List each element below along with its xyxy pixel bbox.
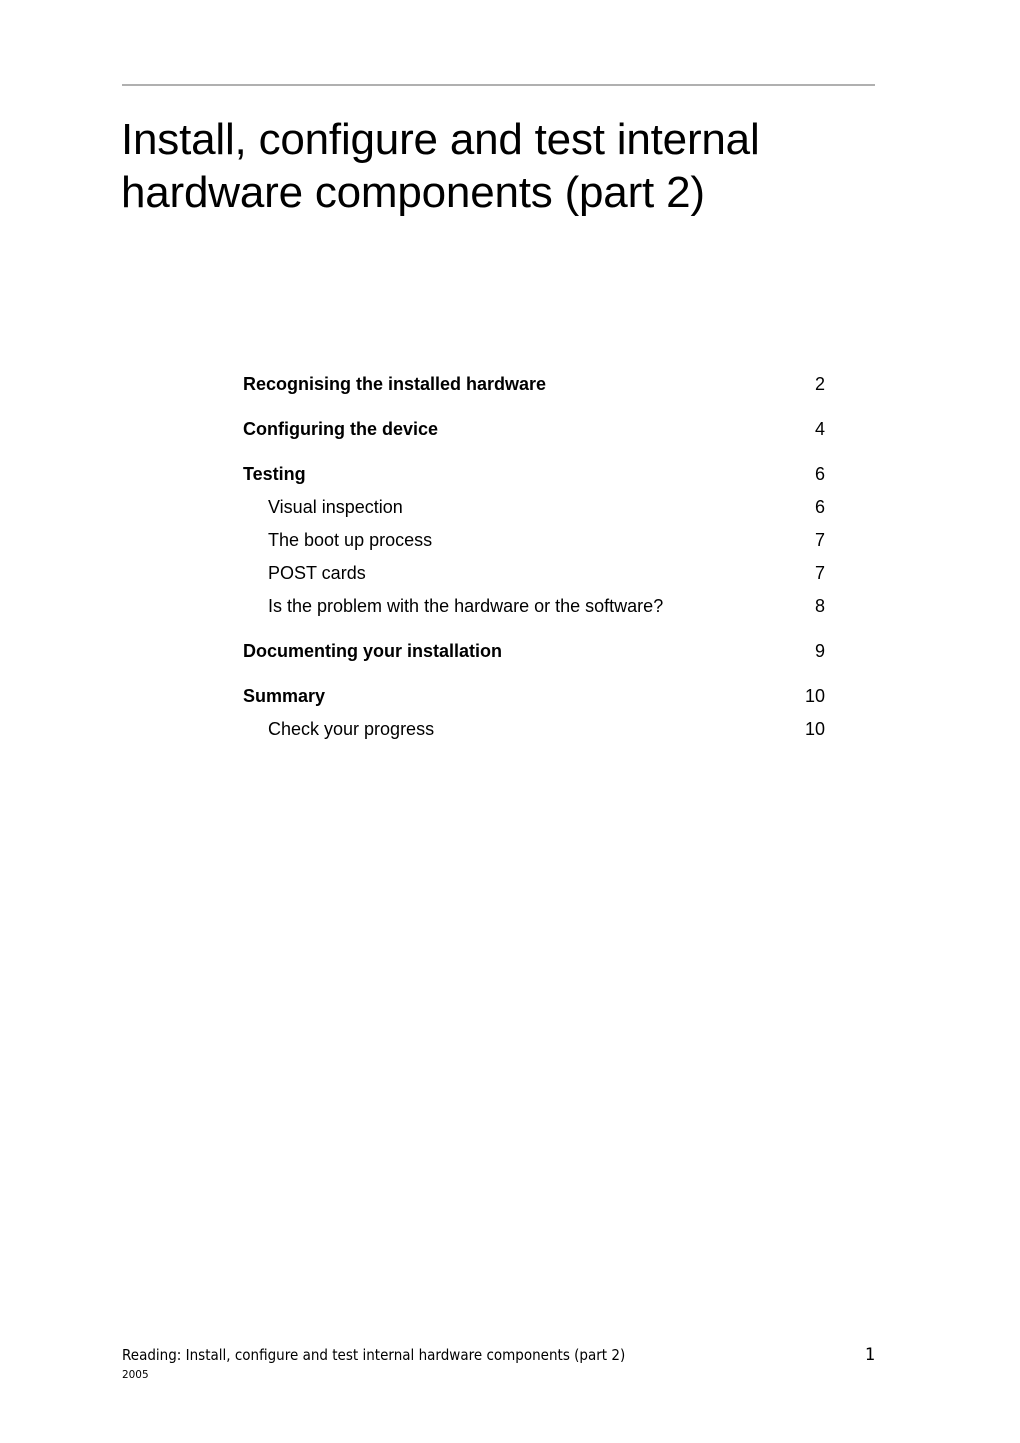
toc-entry-the-boot-up-process[interactable] <box>243 524 825 557</box>
toc-entry-page-number: 10 <box>804 719 825 739</box>
toc-entry-page-number: 6 <box>814 464 825 484</box>
toc-entry-page-number: 8 <box>814 596 825 616</box>
toc-entry-is-the-problem-hardware-or-software[interactable] <box>243 590 825 623</box>
table-of-contents <box>243 368 825 746</box>
footer-page-number: 1 <box>864 1345 875 1365</box>
toc-entry-recognising-the-installed-hardware[interactable] <box>243 368 825 401</box>
toc-entry-label: Is the problem with the hardware or the software? <box>268 596 664 616</box>
toc-entry-summary[interactable] <box>243 680 825 713</box>
toc-entry-label: Visual inspection <box>268 497 403 517</box>
toc-entry-documenting-your-installation[interactable] <box>243 635 825 668</box>
toc-entry-label: Summary <box>243 686 326 706</box>
toc-entry-label: Testing <box>243 464 306 484</box>
toc-entry-page-number: 2 <box>814 374 825 394</box>
header-rule <box>122 84 875 86</box>
toc-entry-label: POST cards <box>268 563 366 583</box>
toc-entry-page-number: 7 <box>814 530 825 550</box>
toc-entry-page-number: 6 <box>814 497 825 517</box>
toc-entry-page-number: 7 <box>814 563 825 583</box>
toc-entry-page-number: 10 <box>804 686 825 706</box>
toc-entry-visual-inspection[interactable] <box>243 491 825 524</box>
footer-year: 2005 <box>122 1368 149 1381</box>
page-footer <box>122 1344 875 1366</box>
toc-entry-label: Configuring the device <box>243 419 439 439</box>
toc-entry-label: Recognising the installed hardware <box>243 374 547 394</box>
toc-entry-label: The boot up process <box>268 530 433 550</box>
toc-entry-page-number: 4 <box>814 419 825 439</box>
toc-entry-post-cards[interactable] <box>243 557 825 590</box>
page-title: Install, configure and test internal hardware components (part 2) <box>121 115 760 217</box>
toc-entry-testing[interactable] <box>243 458 825 491</box>
toc-entry-label: Documenting your installation <box>243 641 503 661</box>
toc-entry-configuring-the-device[interactable] <box>243 413 825 446</box>
toc-entry-page-number: 9 <box>814 641 825 661</box>
toc-entry-check-your-progress[interactable] <box>243 713 825 746</box>
footer-document-title: Reading: Install, configure and test internal hardware components (part 2) <box>122 1346 626 1364</box>
toc-entry-label: Check your progress <box>268 719 435 739</box>
